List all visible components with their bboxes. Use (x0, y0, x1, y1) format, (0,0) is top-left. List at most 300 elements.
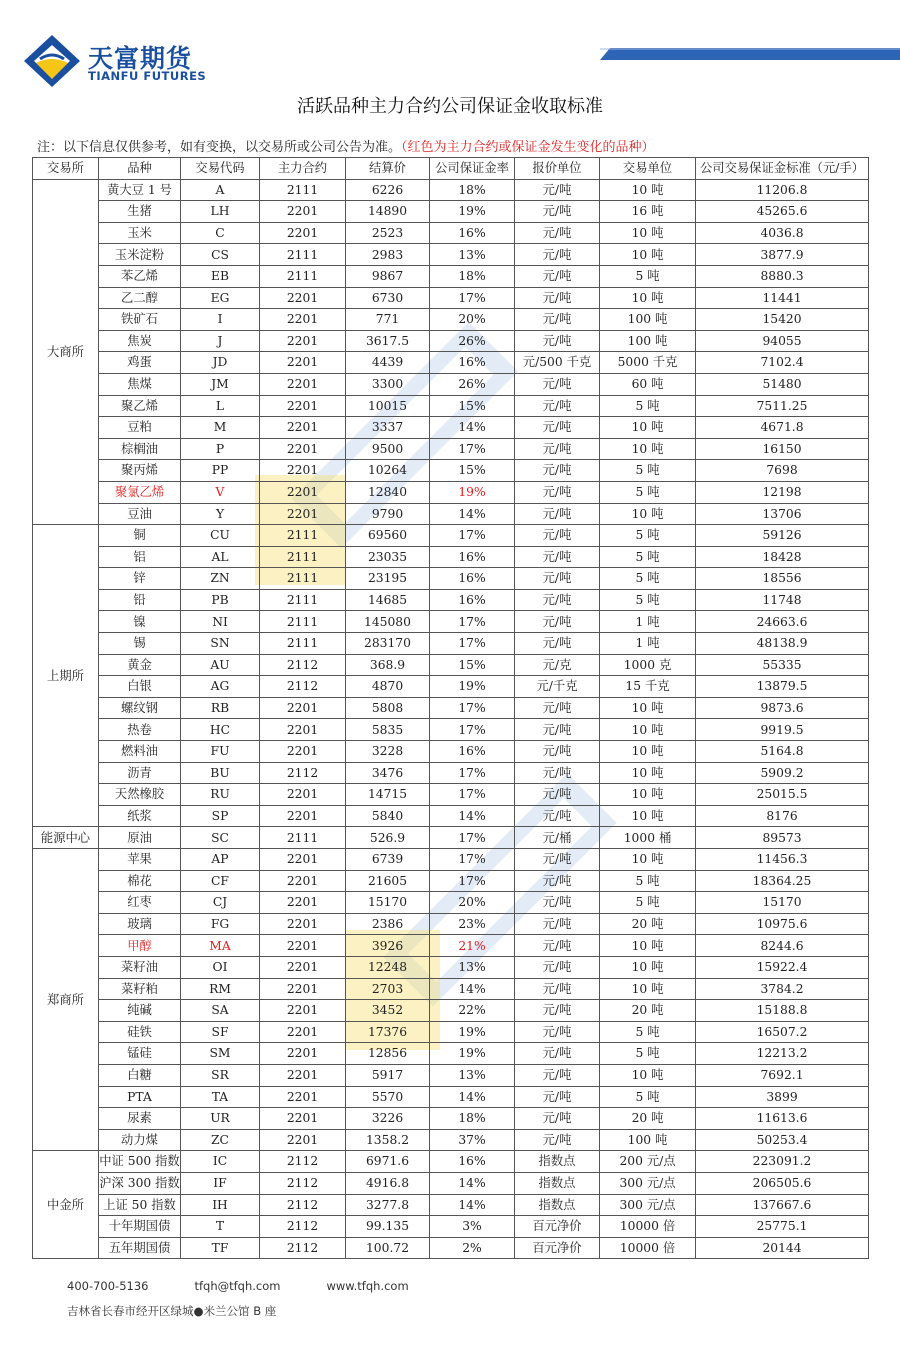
table-header-row (33, 158, 869, 180)
cell-quote-unit: 元/吨 (515, 633, 600, 655)
cell-quote-unit: 指数点 (515, 1151, 600, 1173)
cell-contract: 2111 (260, 611, 346, 633)
cell-rate: 16% (430, 222, 515, 244)
cell-margin: 12198 (696, 481, 869, 503)
cell-rate: 17% (430, 287, 515, 309)
cell-contract: 2201 (260, 784, 346, 806)
cell-price: 3300 (346, 373, 430, 395)
cell-rate: 13% (430, 956, 515, 978)
cell-code: ZN (181, 568, 260, 590)
cell-margin: 7102.4 (696, 352, 869, 374)
cell-code: CU (181, 525, 260, 547)
cell-name: 聚丙烯 (99, 460, 181, 482)
cell-code: AG (181, 676, 260, 698)
cell-quote-unit: 元/吨 (515, 525, 600, 547)
cell-code: C (181, 222, 260, 244)
cell-contract: 2111 (260, 525, 346, 547)
cell-margin: 137667.6 (696, 1194, 869, 1216)
footer-address: 吉林省长春市经开区绿城●米兰公馆 B 座 (67, 1304, 277, 1318)
cell-code: JD (181, 352, 260, 374)
cell-margin: 5164.8 (696, 741, 869, 763)
cell-price: 99.135 (346, 1216, 430, 1238)
cell-margin: 223091.2 (696, 1151, 869, 1173)
cell-trade-unit: 5 吨 (600, 1021, 696, 1043)
cell-name: 尿素 (99, 1108, 181, 1130)
cell-price: 3926 (346, 935, 430, 957)
cell-trade-unit: 100 吨 (600, 309, 696, 331)
cell-margin: 7692.1 (696, 1064, 869, 1086)
cell-contract: 2201 (260, 805, 346, 827)
cell-name: 螺纹钢 (99, 697, 181, 719)
cell-quote-unit: 元/500 千克 (515, 352, 600, 374)
cell-price: 2983 (346, 244, 430, 266)
table-row (33, 1043, 869, 1065)
cell-margin: 59126 (696, 525, 869, 547)
cell-rate: 26% (430, 373, 515, 395)
cell-margin: 15188.8 (696, 1000, 869, 1022)
cell-contract: 2201 (260, 1021, 346, 1043)
cell-margin: 9873.6 (696, 697, 869, 719)
cell-code: UR (181, 1108, 260, 1130)
table-row (33, 611, 869, 633)
cell-name: 菜籽粕 (99, 978, 181, 1000)
table-row (33, 1064, 869, 1086)
cell-trade-unit: 10 吨 (600, 222, 696, 244)
table-row (33, 568, 869, 590)
cell-contract: 2112 (260, 1194, 346, 1216)
table-row (33, 222, 869, 244)
cell-trade-unit: 10 吨 (600, 805, 696, 827)
cell-code: LH (181, 201, 260, 223)
table-row (33, 330, 869, 352)
cell-margin: 18428 (696, 546, 869, 568)
cell-margin: 50253.4 (696, 1129, 869, 1151)
cell-contract: 2201 (260, 287, 346, 309)
cell-contract: 2201 (260, 849, 346, 871)
cell-contract: 2201 (260, 460, 346, 482)
cell-name: 热卷 (99, 719, 181, 741)
cell-name: 黄大豆 1 号 (99, 179, 181, 201)
table-row (33, 244, 869, 266)
cell-contract: 2201 (260, 1064, 346, 1086)
cell-price: 3228 (346, 741, 430, 763)
cell-quote-unit: 元/吨 (515, 741, 600, 763)
cell-name: 沪深 300 指数 (99, 1172, 181, 1194)
header-margin-standard: 公司交易保证金标准（元/手） (696, 158, 869, 180)
cell-contract: 2201 (260, 892, 346, 914)
cell-quote-unit: 元/吨 (515, 373, 600, 395)
cell-quote-unit: 元/吨 (515, 1086, 600, 1108)
cell-price: 69560 (346, 525, 430, 547)
cell-name: 铝 (99, 546, 181, 568)
cell-margin: 8244.6 (696, 935, 869, 957)
cell-margin: 15420 (696, 309, 869, 331)
cell-rate: 14% (430, 805, 515, 827)
cell-rate: 23% (430, 913, 515, 935)
cell-code: PB (181, 589, 260, 611)
cell-trade-unit: 10 吨 (600, 503, 696, 525)
cell-code: IH (181, 1194, 260, 1216)
cell-margin: 89573 (696, 827, 869, 849)
cell-name: 沥青 (99, 762, 181, 784)
cell-contract: 2201 (260, 719, 346, 741)
header-quote-unit: 报价单位 (515, 158, 600, 180)
cell-quote-unit: 元/吨 (515, 892, 600, 914)
cell-rate: 17% (430, 611, 515, 633)
cell-contract: 2201 (260, 201, 346, 223)
cell-rate: 21% (430, 935, 515, 957)
cell-rate: 13% (430, 244, 515, 266)
cell-trade-unit: 10000 倍 (600, 1237, 696, 1259)
cell-code: P (181, 438, 260, 460)
cell-code: SM (181, 1043, 260, 1065)
cell-quote-unit: 元/吨 (515, 784, 600, 806)
cell-trade-unit: 20 吨 (600, 1000, 696, 1022)
cell-margin: 18556 (696, 568, 869, 590)
table-row (33, 870, 869, 892)
cell-quote-unit: 元/吨 (515, 1043, 600, 1065)
header-trade-unit: 交易单位 (600, 158, 696, 180)
cell-rate: 17% (430, 633, 515, 655)
cell-price: 14890 (346, 201, 430, 223)
footer-contacts (67, 1279, 455, 1293)
cell-quote-unit: 元/吨 (515, 568, 600, 590)
cell-rate: 18% (430, 265, 515, 287)
cell-contract: 2201 (260, 1129, 346, 1151)
cell-name: 棕榈油 (99, 438, 181, 460)
cell-contract: 2112 (260, 1237, 346, 1259)
footer-website: www.tfqh.com (326, 1279, 409, 1293)
cell-rate: 22% (430, 1000, 515, 1022)
cell-rate: 17% (430, 870, 515, 892)
cell-quote-unit: 元/吨 (515, 503, 600, 525)
cell-price: 23195 (346, 568, 430, 590)
cell-quote-unit: 元/吨 (515, 546, 600, 568)
header-settle-price: 结算价 (346, 158, 430, 180)
cell-margin: 5909.2 (696, 762, 869, 784)
cell-contract: 2111 (260, 265, 346, 287)
cell-margin: 11456.3 (696, 849, 869, 871)
cell-quote-unit: 元/桶 (515, 827, 600, 849)
tianfu-logo-icon (22, 33, 82, 89)
cell-contract: 2201 (260, 222, 346, 244)
cell-trade-unit: 300 元/点 (600, 1172, 696, 1194)
cell-contract: 2201 (260, 870, 346, 892)
header-exchange: 交易所 (33, 158, 99, 180)
cell-name: 铅 (99, 589, 181, 611)
cell-contract: 2112 (260, 676, 346, 698)
table-row (33, 1237, 869, 1259)
cell-contract: 2111 (260, 589, 346, 611)
table-row (33, 827, 869, 849)
cell-code: PP (181, 460, 260, 482)
cell-trade-unit: 300 元/点 (600, 1194, 696, 1216)
cell-code: CF (181, 870, 260, 892)
cell-price: 526.9 (346, 827, 430, 849)
cell-trade-unit: 1 吨 (600, 633, 696, 655)
cell-quote-unit: 元/吨 (515, 978, 600, 1000)
cell-contract: 2201 (260, 395, 346, 417)
cell-code: A (181, 179, 260, 201)
cell-rate: 17% (430, 827, 515, 849)
cell-margin: 25775.1 (696, 1216, 869, 1238)
cell-quote-unit: 元/吨 (515, 417, 600, 439)
cell-name: 五年期国债 (99, 1237, 181, 1259)
cell-margin: 11206.8 (696, 179, 869, 201)
header-decor-band (600, 48, 900, 60)
table-row (33, 546, 869, 568)
brand-name-cn: 天富期货 (88, 44, 193, 73)
cell-contract: 2201 (260, 978, 346, 1000)
cell-code: SC (181, 827, 260, 849)
cell-trade-unit: 10 吨 (600, 719, 696, 741)
cell-quote-unit: 元/吨 (515, 805, 600, 827)
cell-price: 4870 (346, 676, 430, 698)
table-row (33, 309, 869, 331)
cell-name: 中证 500 指数 (99, 1151, 181, 1173)
cell-code: SP (181, 805, 260, 827)
cell-name: 红枣 (99, 892, 181, 914)
cell-quote-unit: 元/吨 (515, 935, 600, 957)
cell-trade-unit: 20 吨 (600, 1108, 696, 1130)
cell-rate: 16% (430, 568, 515, 590)
cell-price: 2523 (346, 222, 430, 244)
cell-code: V (181, 481, 260, 503)
cell-name: 铁矿石 (99, 309, 181, 331)
cell-quote-unit: 元/吨 (515, 309, 600, 331)
cell-trade-unit: 100 吨 (600, 1129, 696, 1151)
cell-name: 甲醇 (99, 935, 181, 957)
cell-code: ZC (181, 1129, 260, 1151)
header-code: 交易代码 (181, 158, 260, 180)
cell-price: 14685 (346, 589, 430, 611)
cell-rate: 14% (430, 978, 515, 1000)
cell-margin: 4036.8 (696, 222, 869, 244)
table-row (33, 1216, 869, 1238)
cell-contract: 2201 (260, 697, 346, 719)
cell-price: 10264 (346, 460, 430, 482)
cell-quote-unit: 元/吨 (515, 1000, 600, 1022)
cell-quote-unit: 元/吨 (515, 481, 600, 503)
cell-quote-unit: 元/吨 (515, 1108, 600, 1130)
cell-code: HC (181, 719, 260, 741)
cell-trade-unit: 10 吨 (600, 741, 696, 763)
cell-price: 3452 (346, 1000, 430, 1022)
cell-trade-unit: 60 吨 (600, 373, 696, 395)
cell-name: PTA (99, 1086, 181, 1108)
table-row (33, 719, 869, 741)
cell-rate: 19% (430, 1021, 515, 1043)
cell-name: 燃料油 (99, 741, 181, 763)
cell-code: J (181, 330, 260, 352)
cell-rate: 14% (430, 1172, 515, 1194)
footer-phone: 400-700-5136 (67, 1279, 149, 1293)
cell-rate: 16% (430, 352, 515, 374)
cell-price: 9867 (346, 265, 430, 287)
cell-rate: 16% (430, 1151, 515, 1173)
cell-price: 6226 (346, 179, 430, 201)
cell-price: 3226 (346, 1108, 430, 1130)
cell-price: 15170 (346, 892, 430, 914)
cell-quote-unit: 元/吨 (515, 913, 600, 935)
table-row (33, 1086, 869, 1108)
header-product: 品种 (99, 158, 181, 180)
cell-margin: 11748 (696, 589, 869, 611)
cell-contract: 2201 (260, 741, 346, 763)
cell-contract: 2201 (260, 330, 346, 352)
cell-name: 苹果 (99, 849, 181, 871)
cell-contract: 2112 (260, 1216, 346, 1238)
cell-trade-unit: 5 吨 (600, 892, 696, 914)
cell-quote-unit: 元/吨 (515, 849, 600, 871)
exchange-cell: 上期所 (33, 525, 99, 827)
exchange-cell: 郑商所 (33, 849, 99, 1151)
footer-email: tfqh@tfqh.com (194, 1279, 281, 1293)
cell-contract: 2201 (260, 417, 346, 439)
cell-price: 100.72 (346, 1237, 430, 1259)
cell-quote-unit: 元/克 (515, 654, 600, 676)
cell-contract: 2201 (260, 1108, 346, 1130)
cell-price: 12248 (346, 956, 430, 978)
cell-quote-unit: 元/千克 (515, 676, 600, 698)
cell-trade-unit: 10 吨 (600, 438, 696, 460)
note-red-text: （红色为主力合约或保证金发生变化的品种） (401, 140, 655, 155)
page-title: 活跃品种主力合约公司保证金收取标准 (297, 96, 603, 117)
cell-code: AP (181, 849, 260, 871)
cell-name: 纯碱 (99, 1000, 181, 1022)
cell-margin: 13879.5 (696, 676, 869, 698)
cell-trade-unit: 5 吨 (600, 546, 696, 568)
cell-trade-unit: 5 吨 (600, 870, 696, 892)
table-row (33, 460, 869, 482)
table-row (33, 741, 869, 763)
cell-contract: 2201 (260, 956, 346, 978)
cell-rate: 17% (430, 697, 515, 719)
cell-quote-unit: 元/吨 (515, 762, 600, 784)
cell-price: 5570 (346, 1086, 430, 1108)
cell-trade-unit: 10000 倍 (600, 1216, 696, 1238)
cell-margin: 13706 (696, 503, 869, 525)
cell-code: IF (181, 1172, 260, 1194)
cell-price: 14715 (346, 784, 430, 806)
cell-margin: 11441 (696, 287, 869, 309)
cell-contract: 2111 (260, 633, 346, 655)
table-row (33, 633, 869, 655)
cell-price: 6971.6 (346, 1151, 430, 1173)
cell-price: 4916.8 (346, 1172, 430, 1194)
cell-code: Y (181, 503, 260, 525)
cell-name: 鸡蛋 (99, 352, 181, 374)
cell-code: RM (181, 978, 260, 1000)
cell-trade-unit: 5 吨 (600, 1043, 696, 1065)
cell-rate: 13% (430, 1064, 515, 1086)
cell-margin: 15170 (696, 892, 869, 914)
cell-name: 锰硅 (99, 1043, 181, 1065)
cell-name: 动力煤 (99, 1129, 181, 1151)
cell-margin: 12213.2 (696, 1043, 869, 1065)
cell-code: IC (181, 1151, 260, 1173)
cell-trade-unit: 20 吨 (600, 913, 696, 935)
cell-rate: 19% (430, 201, 515, 223)
cell-margin: 7511.25 (696, 395, 869, 417)
cell-name: 苯乙烯 (99, 265, 181, 287)
cell-margin: 24663.6 (696, 611, 869, 633)
cell-margin: 3784.2 (696, 978, 869, 1000)
table-row (33, 352, 869, 374)
cell-trade-unit: 10 吨 (600, 287, 696, 309)
cell-name: 聚乙烯 (99, 395, 181, 417)
cell-contract: 2111 (260, 568, 346, 590)
cell-price: 12840 (346, 481, 430, 503)
cell-quote-unit: 元/吨 (515, 870, 600, 892)
cell-quote-unit: 元/吨 (515, 395, 600, 417)
cell-code: FG (181, 913, 260, 935)
cell-trade-unit: 200 元/点 (600, 1151, 696, 1173)
cell-rate: 14% (430, 1086, 515, 1108)
cell-margin: 18364.25 (696, 870, 869, 892)
cell-margin: 3877.9 (696, 244, 869, 266)
exchange-cell: 能源中心 (33, 827, 99, 849)
cell-trade-unit: 10 吨 (600, 978, 696, 1000)
cell-contract: 2201 (260, 1000, 346, 1022)
cell-quote-unit: 元/吨 (515, 697, 600, 719)
cell-rate: 18% (430, 179, 515, 201)
exchange-cell: 中金所 (33, 1151, 99, 1259)
cell-price: 4439 (346, 352, 430, 374)
cell-rate: 37% (430, 1129, 515, 1151)
table-row (33, 654, 869, 676)
cell-rate: 19% (430, 481, 515, 503)
table-row (33, 913, 869, 935)
cell-code: TA (181, 1086, 260, 1108)
margin-table (32, 157, 869, 1259)
cell-name: 白银 (99, 676, 181, 698)
cell-price: 3476 (346, 762, 430, 784)
table-row (33, 1000, 869, 1022)
cell-margin: 4671.8 (696, 417, 869, 439)
cell-price: 9500 (346, 438, 430, 460)
cell-contract: 2111 (260, 827, 346, 849)
cell-contract: 2112 (260, 1172, 346, 1194)
brand-name-en: TIANFU FUTURES (88, 69, 207, 83)
cell-trade-unit: 10 吨 (600, 849, 696, 871)
table-row (33, 1108, 869, 1130)
cell-rate: 16% (430, 741, 515, 763)
cell-name: 豆油 (99, 503, 181, 525)
table-row (33, 978, 869, 1000)
cell-rate: 17% (430, 762, 515, 784)
cell-trade-unit: 5 吨 (600, 460, 696, 482)
cell-margin: 7698 (696, 460, 869, 482)
cell-contract: 2201 (260, 373, 346, 395)
cell-quote-unit: 元/吨 (515, 460, 600, 482)
cell-trade-unit: 100 吨 (600, 330, 696, 352)
cell-code: L (181, 395, 260, 417)
cell-quote-unit: 元/吨 (515, 179, 600, 201)
table-row (33, 697, 869, 719)
cell-code: RU (181, 784, 260, 806)
cell-quote-unit: 指数点 (515, 1194, 600, 1216)
cell-quote-unit: 元/吨 (515, 287, 600, 309)
cell-contract: 2201 (260, 1086, 346, 1108)
cell-quote-unit: 元/吨 (515, 244, 600, 266)
table-row (33, 395, 869, 417)
cell-price: 21605 (346, 870, 430, 892)
cell-code: BU (181, 762, 260, 784)
cell-name: 焦煤 (99, 373, 181, 395)
cell-rate: 16% (430, 589, 515, 611)
table-row (33, 849, 869, 871)
